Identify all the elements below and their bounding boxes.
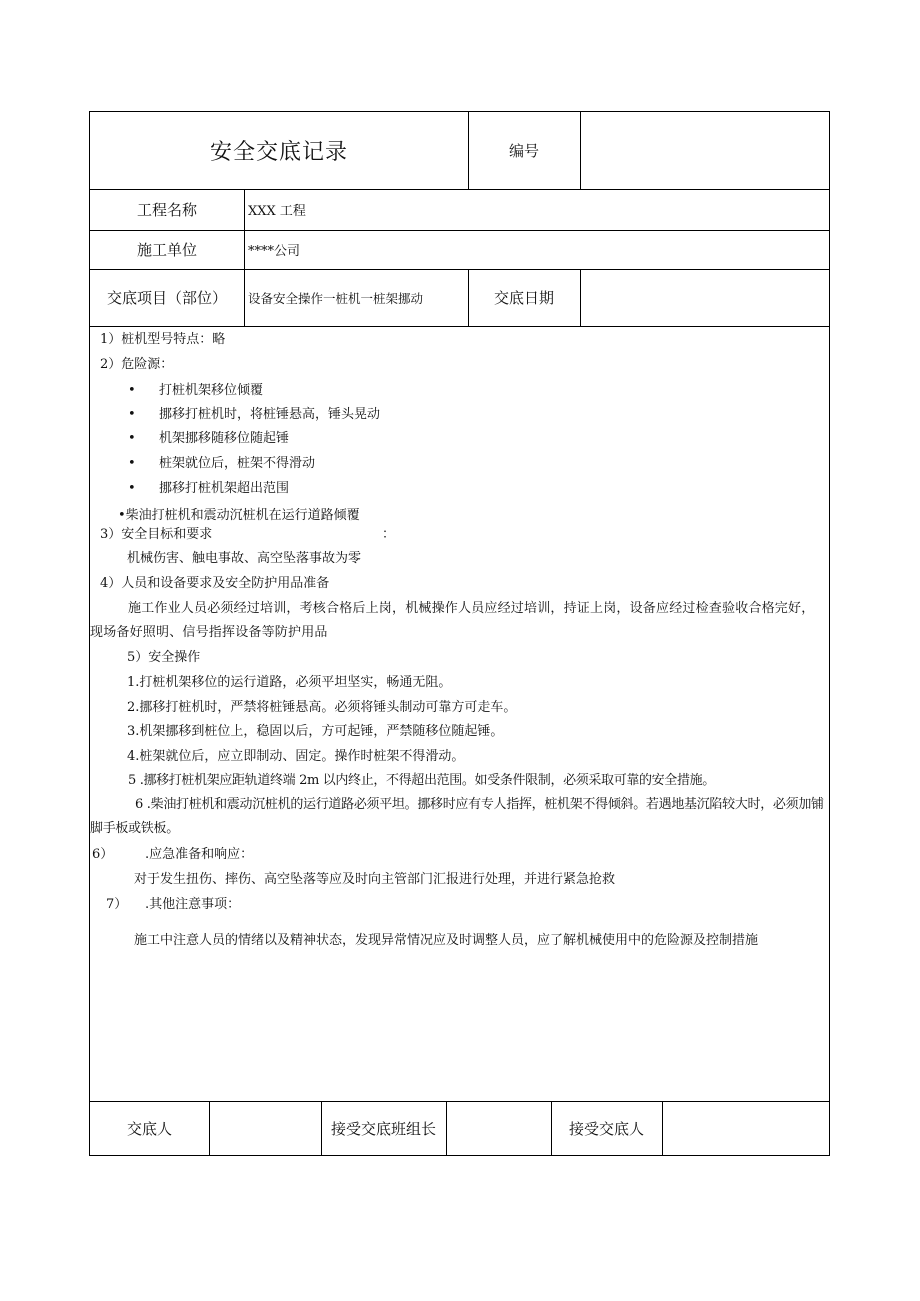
briefing-content: 1）桩机型号特点：略 2）危险源： • 打桩机架移位倾覆 • 挪移打桩机时，将桩锤悬高，锤头晃动 • 机架挪移随移位随起锤 • 桩架就位后，桩架不得滑动 • 挪移打桩机架超出范围 •柴油打桩机和震动沉桩机在运行道路倾覆 3）安全目标和要求 ： 机械伤害、触电事故、高空坠落事故为零 4）人员和设备要求及安全防护用品准备 施工作业人员必须经过培训，考核合格后上岗，机械操作人员应经过培训，持证上岗，设备应经过检查验收合格完好，现场备好照明、信号指挥设备等防护用品 5）安全操作 1.打桩机架移位的运行道路，必须平坦坚实，畅通无阻。 2.挪移打桩机时，严禁将桩锤悬高。必须将锤头制动可靠方可走车。 3.机架挪移到桩位上，稳固以后，方可起锤，严禁随移位随起锤。 4.桩架就位后，应立即制动、固定。操作时桩架不得滑动。 5 .挪移打桩机架应距轨道终端 2m 以内终止，不得超出范围。如受条件限制，必须采取可靠的安全措施。 6 .柴油打桩机和震动沉桩机的运行道路必须平坦。挪移时应有专人指挥，桩机架不得倾斜。若遇地基沉陷较大时，必须加铺脚手板或铁板。 6） .应急准备和响应： 对于发生扭伤、摔伤、高空坠落等应及时向主管部门汇报进行处理，并进行紧急抢救 7） .其他注意事项： 施工中注意人员的情绪以及精神状态，发现异常情况应及时调整人员，应了解机械使用中的危险源及控制措施 [90, 326, 829, 1101]
section-7-text: 施工中注意人员的情绪以及精神状态，发现异常情况应及时调整人员，应了解机械使用中的危险源及控制措施 [134, 933, 759, 948]
safety-briefing-form [89, 111, 830, 1156]
operation-item: 2.挪移打桩机时，严禁将桩锤悬高。必须将锤头制动可靠方可走车。 [127, 700, 517, 715]
bullet: • [128, 431, 136, 446]
section-2-heading: 2）危险源： [100, 357, 174, 372]
project-name-label: 工程名称 [136, 201, 197, 219]
operation-item: 6 .柴油打桩机和震动沉桩机的运行道路必须平坦。挪移时应有专人指挥，桩机架不得倾斜。若遇地基沉陷较大时，必须加铺脚手板或铁板。 [90, 797, 824, 837]
section-3-text: 机械伤害、触电事故、高空坠落事故为零 [127, 551, 362, 566]
presenter-field[interactable] [209, 1101, 321, 1155]
presenter-label: 交底人 [126, 1119, 172, 1138]
section-6-text: 对于发生扭伤、摔伤、高空坠落等应及时向主管部门汇报进行处理，并进行紧急抢救 [134, 872, 616, 887]
section-4-text: 施工作业人员必须经过培训，考核合格后上岗，机械操作人员应经过培训，持证上岗，设备应经过检查验收合格完好，现场备好照明、信号指挥设备等防护用品 [90, 601, 815, 641]
number-label: 编号 [508, 142, 539, 160]
briefing-date-field[interactable] [580, 269, 829, 326]
section-1: 1）桩机型号特点：略 [100, 332, 226, 347]
receiver-label: 接受交底人 [568, 1119, 644, 1138]
team-leader-field[interactable] [446, 1101, 551, 1155]
bullet: • [128, 481, 136, 496]
construction-unit-field[interactable]: ****公司 [248, 244, 301, 259]
number-field[interactable] [580, 112, 829, 189]
project-name-field[interactable]: XXX 工程 [248, 204, 306, 219]
briefing-date-label: 交底日期 [493, 289, 554, 307]
section-5-heading: 5）安全操作 [127, 650, 201, 665]
operation-item: 4.桩架就位后，应立即制动、固定。操作时桩架不得滑动。 [127, 749, 465, 764]
section-4-heading: 4）人员和设备要求及安全防护用品准备 [100, 576, 330, 591]
construction-unit-label: 施工单位 [136, 241, 197, 259]
team-leader-label: 接受交底班组长 [330, 1119, 436, 1138]
briefing-item-field[interactable]: 设备安全操作一桩机一桩架挪动 [248, 290, 424, 306]
operation-item: 1.打桩机架移位的运行道路，必须平坦坚实，畅通无阻。 [127, 675, 452, 690]
bullet: • [128, 383, 136, 398]
receiver-field[interactable] [662, 1101, 829, 1155]
operation-item: 3.机架挪移到桩位上，稳固以后，方可起锤，严禁随移位随起锤。 [127, 724, 504, 739]
briefing-item-label: 交底项目（部位） [106, 289, 227, 307]
bullet: • [128, 456, 136, 471]
operation-item: 5 .挪移打桩机架应距轨道终端 2m 以内终止，不得超出范围。如受条件限制，必须采取可靠的安全措施。 [128, 773, 715, 788]
form-title: 安全交底记录 [209, 140, 348, 165]
bullet: • [128, 407, 136, 422]
hazard-item: •柴油打桩机和震动沉桩机在运行道路倾覆 [118, 508, 360, 523]
